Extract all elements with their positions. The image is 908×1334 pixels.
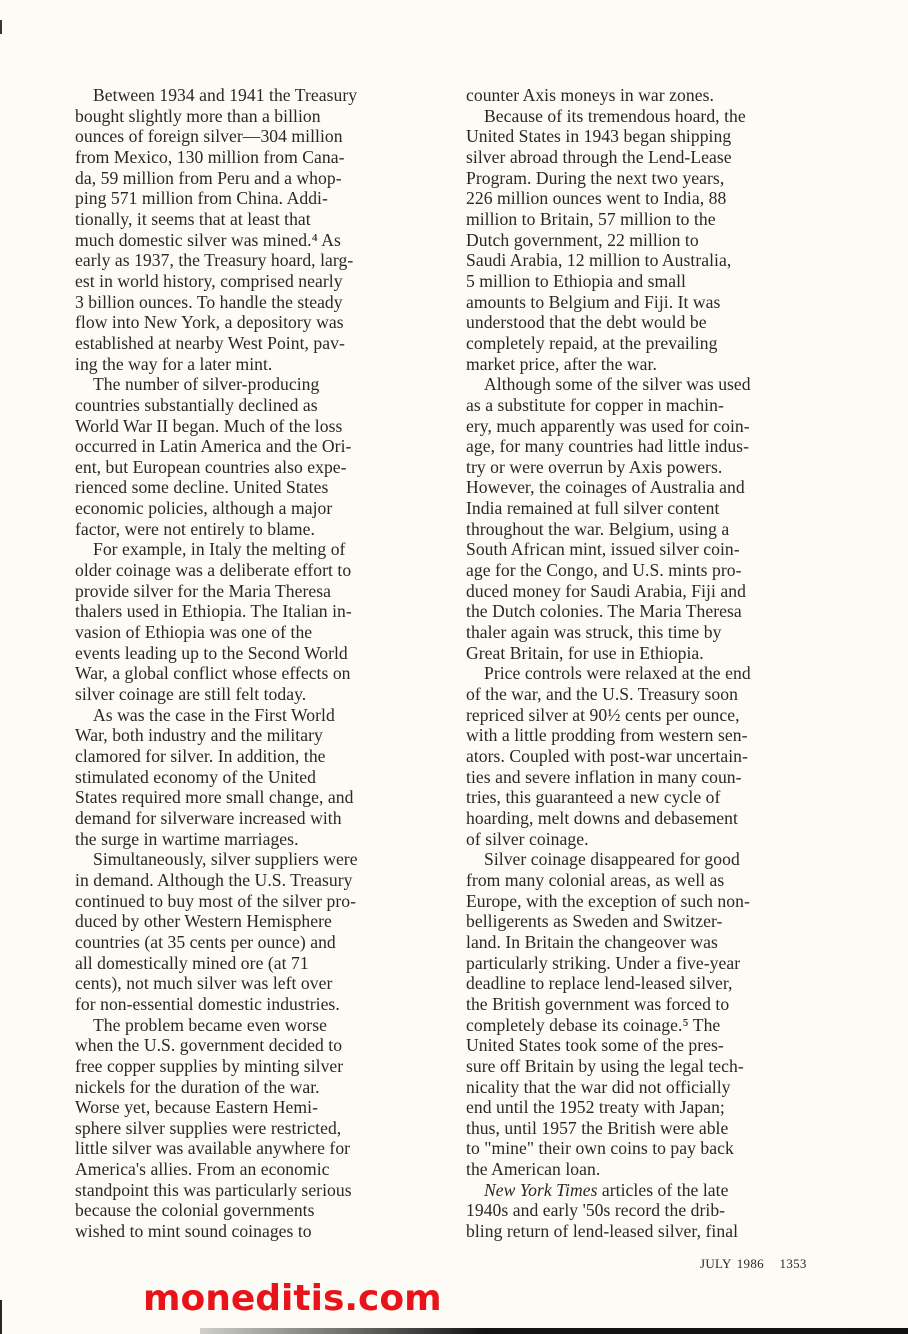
text-line: thus, until 1957 the British were able [466, 1117, 729, 1138]
text-line: da, 59 million from Peru and a whop- [75, 167, 342, 188]
text-line: the surge in wartime marriages. [75, 828, 299, 849]
text-line: States required more small change, and [75, 787, 354, 808]
text-line: ties and severe inflation in many coun- [466, 766, 742, 787]
text-line: the Dutch colonies. The Maria Theresa [466, 601, 742, 622]
left-text-column [75, 85, 437, 1242]
text-line: Program. During the next two years, [466, 167, 725, 188]
text-line: bought slightly more than a billion [75, 105, 321, 126]
text-line: ators. Coupled with post-war uncertain- [466, 746, 748, 766]
scan-edge-mark [0, 20, 2, 34]
text-line: ounces of foreign silver—304 million [75, 126, 343, 147]
text-line: completely debase its coinage.⁵ The [466, 1014, 721, 1035]
text-line: provide silver for the Maria Theresa [75, 580, 331, 601]
text-line: ent, but European countries also expe- [75, 456, 347, 477]
text-line: the American loan. [466, 1159, 601, 1180]
text-line: 3 billion ounces. To handle the steady [75, 291, 343, 312]
text-line: try or were overrun by Axis powers. [466, 456, 723, 477]
text-line: duced money for Saudi Arabia, Fiji and [466, 580, 746, 601]
text-line: counter Axis moneys in war zones. [466, 85, 714, 105]
text-line: Europe, with the exception of such non- [466, 890, 750, 911]
text-line: million to Britain, 57 million to the [466, 208, 716, 229]
text-line: However, the coinages of Australia and [466, 477, 745, 498]
text-line: market price, after the war. [466, 353, 657, 374]
text-line: United States took some of the pres- [466, 1035, 724, 1056]
text-line: Silver coinage disappeared for good [484, 849, 740, 870]
text-line: tionally, it seems that at least that [75, 208, 311, 229]
text-line: bling return of lend-leased silver, final [466, 1221, 739, 1242]
text-line: Worse yet, because Eastern Hemi- [75, 1097, 318, 1118]
text-line: silver abroad through the Lend-Lease [466, 146, 732, 167]
text-line: nicality that the war did not officially [466, 1076, 731, 1097]
text-line: Dutch government, 22 million to [466, 229, 699, 250]
text-line: land. In Britain the changeover was [466, 931, 718, 952]
text-line: the British government was forced to [466, 993, 730, 1014]
text-line: age for the Congo, and U.S. mints pro- [466, 560, 742, 581]
text-line: tries, this guaranteed a new cycle of [466, 787, 721, 808]
text-line: when the U.S. government decided to [75, 1035, 343, 1056]
text-line: South African mint, issued silver coin- [466, 539, 740, 560]
page-number: 1353 [779, 1256, 807, 1271]
text-line: wished to mint sound coinages to [75, 1221, 312, 1242]
text-line: est in world history, comprised nearly [75, 270, 343, 291]
text-line: particularly striking. Under a five-year [466, 952, 741, 973]
text-line: vasion of Ethiopia was one of the [75, 622, 313, 643]
publication-title: New York Times [484, 1179, 598, 1200]
right-text-column [466, 85, 828, 1242]
text-line: Although some of the silver was used [484, 374, 751, 395]
text-line: as a substitute for copper in machin- [466, 394, 724, 415]
text-line: duced by other Western Hemisphere [75, 911, 332, 932]
text-line: end until the 1952 treaty with Japan; [466, 1097, 725, 1118]
text-line: World War II began. Much of the loss [75, 415, 343, 436]
text-line: The number of silver-producing [93, 374, 320, 395]
text-line: events leading up to the Second World [75, 642, 348, 663]
text-line: ery, much apparently was used for coin- [466, 415, 750, 436]
text-line: cents), not much silver was left over [75, 973, 333, 994]
text-line: The problem became even worse [93, 1014, 327, 1035]
text-line: countries (at 35 cents per ounce) and [75, 931, 336, 952]
text-line: thalers used in Ethiopia. The Italian in- [75, 601, 352, 622]
text-line: understood that the debt would be [466, 312, 707, 333]
text-line: nickels for the duration of the war. [75, 1076, 320, 1097]
text-line: factor, were not entirely to blame. [75, 518, 315, 539]
text-line: because the colonial governments [75, 1200, 315, 1221]
issue-date: JULY 1986 [700, 1256, 764, 1271]
text-line: Simultaneously, silver suppliers were [93, 849, 358, 870]
text-line: from many colonial areas, as well as [466, 869, 725, 890]
text-line: Great Britain, for use in Ethiopia. [466, 642, 704, 663]
text-line: of the war, and the U.S. Treasury soon [466, 684, 738, 705]
text-line: America's allies. From an economic [75, 1159, 330, 1180]
text-line: 226 million ounces went to India, 88 [466, 188, 727, 209]
text-line: from Mexico, 130 million from Cana- [75, 146, 345, 167]
text-line: to "mine" their own coins to pay back [466, 1138, 734, 1159]
text-line: deadline to replace lend-leased silver, [466, 973, 733, 994]
text-line: free copper supplies by minting silver [75, 1055, 344, 1076]
text-line: sure off Britain by using the legal tech- [466, 1055, 744, 1076]
text-line: thaler again was struck, this time by [466, 622, 722, 643]
text-line: ping 571 million from China. Addi- [75, 188, 328, 209]
text-line: of silver coinage. [466, 828, 589, 849]
text-line: rienced some decline. United States [75, 477, 329, 498]
text-line: 5 million to Ethiopia and small [466, 270, 686, 291]
text-line: United States in 1943 began shipping [466, 126, 732, 147]
text-line: for non-essential domestic industries. [75, 993, 340, 1014]
text-line: ing the way for a later mint. [75, 353, 273, 374]
text-line: repriced silver at 90½ cents per ounce, [466, 704, 740, 725]
text-line [466, 1180, 828, 1201]
text-line: standpoint this was particularly serious [75, 1179, 352, 1200]
text-line: India remained at full silver content [466, 498, 720, 519]
text-line: Saudi Arabia, 12 million to Australia, [466, 250, 732, 271]
text-line: occurred in Latin America and the Ori- [75, 436, 352, 457]
text-line: Between 1934 and 1941 the Treasury [93, 85, 358, 105]
watermark-link[interactable]: moneditis.com [143, 1278, 442, 1319]
text-line: clamored for silver. In addition, the [75, 746, 326, 766]
text-line: much domestic silver was mined.⁴ As [75, 229, 341, 250]
text-line: War, both industry and the military [75, 725, 323, 746]
page-footer [700, 1256, 807, 1272]
text-line: older coinage was a deliberate effort to [75, 560, 352, 581]
text-line: little silver was available anywhere for [75, 1138, 351, 1159]
text-line: War, a global conflict whose effects on [75, 663, 351, 684]
text-line: flow into New York, a depository was [75, 312, 344, 333]
text-line-rest: articles of the late [597, 1179, 729, 1200]
text-line: in demand. Although the U.S. Treasury [75, 869, 353, 890]
text-line: Price controls were relaxed at the end [484, 663, 751, 684]
text-line: 1940s and early '50s record the drib- [466, 1200, 726, 1221]
text-line: continued to buy most of the silver pro- [75, 890, 357, 911]
text-line: age, for many countries had little indus- [466, 436, 749, 457]
text-line: sphere silver supplies were restricted, [75, 1117, 342, 1138]
scan-bottom-edge [200, 1328, 908, 1334]
text-line: belligerents as Sweden and Switzer- [466, 911, 723, 932]
text-line: stimulated economy of the United [75, 766, 317, 787]
text-line: For example, in Italy the melting of [93, 539, 346, 560]
text-line: economic policies, although a major [75, 498, 333, 519]
text-line: silver coinage are still felt today. [75, 684, 307, 705]
text-line: Because of its tremendous hoard, the [484, 105, 746, 126]
text-line: countries substantially declined as [75, 394, 318, 415]
text-line: hoarding, melt downs and debasement [466, 807, 738, 828]
text-line: established at nearby West Point, pav- [75, 332, 345, 353]
text-line: with a little prodding from western sen- [466, 725, 748, 746]
text-line: completely repaid, at the prevailing [466, 332, 718, 353]
text-line: demand for silverware increased with [75, 807, 342, 828]
text-line: throughout the war. Belgium, using a [466, 518, 730, 539]
text-line: all domestically mined ore (at 71 [75, 952, 309, 973]
text-line: amounts to Belgium and Fiji. It was [466, 291, 721, 312]
text-line: As was the case in the First World [93, 704, 335, 725]
scan-edge-line [0, 1300, 2, 1334]
text-line: early as 1937, the Treasury hoard, larg- [75, 250, 354, 271]
